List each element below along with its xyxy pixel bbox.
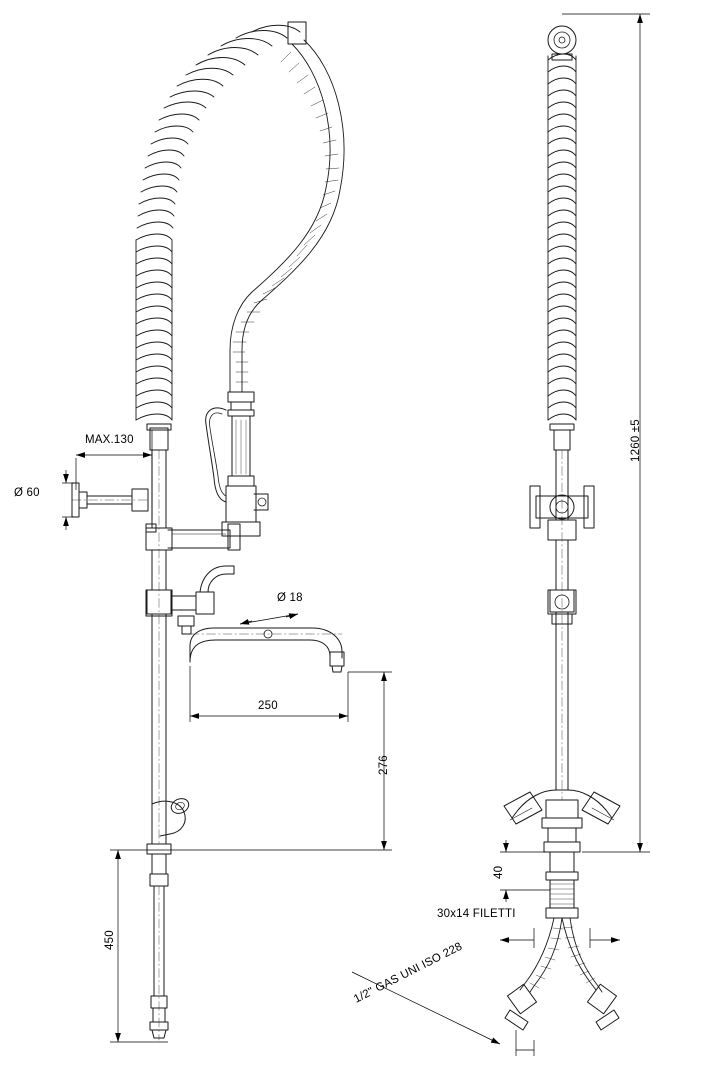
front-flex-hose (230, 40, 344, 392)
dim-label-gas-thread: 1/2" GAS UNI ISO 228 (352, 940, 465, 1006)
dimline-276 (172, 672, 392, 850)
dim-label-276: 276 (378, 755, 390, 775)
dim-label-diameter-60: Ø 60 (14, 487, 40, 499)
dimline-250 (190, 666, 348, 722)
side-riser-column (548, 424, 576, 800)
front-lower-outlet (152, 796, 191, 836)
dim-label-1260: 1260 ±5 (630, 419, 642, 462)
dimline-diameter-18 (240, 614, 298, 624)
dim-label-30x14-filetti: 30x14 FILETTI (437, 908, 516, 920)
side-supply-hoses (505, 918, 619, 1030)
dim-label-max-130: MAX.130 (85, 434, 134, 446)
side-valve-handles (504, 790, 620, 918)
dim-label-diameter-18: Ø 18 (277, 592, 303, 604)
front-swing-spout (190, 628, 344, 672)
dim-label-450: 450 (104, 930, 116, 950)
front-spray-gun (206, 392, 268, 536)
side-coil-top-cap (548, 26, 576, 60)
dimline-40 (500, 840, 550, 902)
front-spring-coil (136, 25, 300, 420)
dim-label-40: 40 (493, 865, 505, 879)
front-wall-bracket (72, 483, 240, 550)
front-riser-column (146, 424, 172, 1040)
dimline-450 (110, 850, 172, 1042)
side-spring-coil (548, 54, 576, 420)
front-coil-top-cap (288, 22, 306, 44)
dim-label-250: 250 (258, 700, 278, 712)
